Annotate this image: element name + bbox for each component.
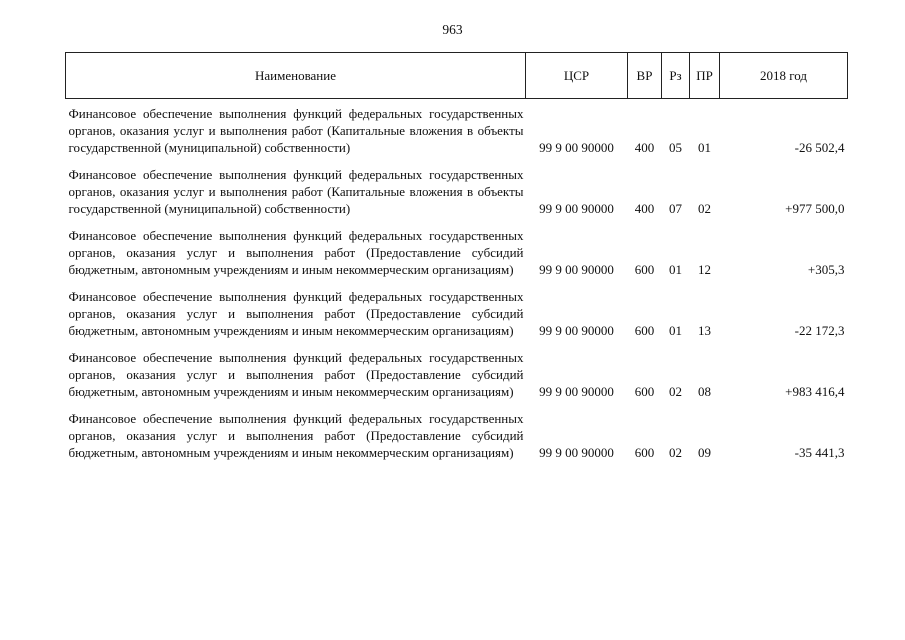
row-csr: 99 9 00 90000 bbox=[539, 384, 614, 399]
row-amount: -22 172,3 bbox=[794, 323, 845, 338]
row-amount: +983 416,4 bbox=[785, 384, 845, 399]
page-number: 963 bbox=[442, 22, 463, 37]
header-rz: Рз bbox=[662, 53, 690, 99]
row-rz: 01 bbox=[669, 323, 682, 338]
row-vr: 600 bbox=[634, 384, 655, 399]
row-rz: 01 bbox=[669, 262, 682, 277]
header-vr: ВР bbox=[628, 53, 662, 99]
row-csr: 99 9 00 90000 bbox=[539, 201, 614, 216]
table-row bbox=[66, 404, 848, 465]
row-rz: 02 bbox=[669, 445, 682, 460]
row-rz: 05 bbox=[669, 140, 682, 155]
row-vr: 600 bbox=[634, 323, 655, 338]
table-row bbox=[66, 282, 848, 343]
row-name: Финансовое обеспечение выполнения функций федеральных государственных органов, оказания услуг и выполнения работ (Предоставление субсидий бюджетным, автономным учреждениям и иным некоммерческим организациям) bbox=[68, 411, 524, 460]
row-rz: 02 bbox=[669, 384, 682, 399]
header-pr: ПР bbox=[690, 53, 720, 99]
row-csr: 99 9 00 90000 bbox=[539, 140, 614, 155]
budget-table bbox=[65, 52, 848, 465]
row-vr: 600 bbox=[634, 445, 655, 460]
table-header bbox=[66, 53, 848, 99]
table-row bbox=[66, 160, 848, 221]
table-row bbox=[66, 99, 848, 161]
row-pr: 13 bbox=[698, 323, 711, 338]
row-amount: -35 441,3 bbox=[794, 445, 845, 460]
row-amount: +977 500,0 bbox=[785, 201, 845, 216]
row-pr: 02 bbox=[698, 201, 711, 216]
table-body bbox=[66, 99, 848, 466]
row-vr: 400 bbox=[634, 201, 655, 216]
table-row bbox=[66, 343, 848, 404]
row-pr: 01 bbox=[698, 140, 711, 155]
row-pr: 12 bbox=[698, 262, 711, 277]
row-name: Финансовое обеспечение выполнения функций федеральных государственных органов, оказания услуг и выполнения работ (Предоставление субсидий бюджетным, автономным учреждениям и иным некоммерческим организациям) bbox=[68, 289, 524, 338]
row-csr: 99 9 00 90000 bbox=[539, 323, 614, 338]
row-name: Финансовое обеспечение выполнения функций федеральных государственных органов, оказания услуг и выполнения работ (Капитальные вложения в объекты государственной (муниципальной) собственности) bbox=[68, 167, 524, 216]
table-row bbox=[66, 221, 848, 282]
row-pr: 08 bbox=[698, 384, 711, 399]
row-pr: 09 bbox=[698, 445, 711, 460]
row-amount: +305,3 bbox=[807, 262, 845, 277]
row-vr: 400 bbox=[634, 140, 655, 155]
row-name: Финансовое обеспечение выполнения функций федеральных государственных органов, оказания услуг и выполнения работ (Капитальные вложения в объекты государственной (муниципальной) собственности) bbox=[68, 106, 524, 155]
row-csr: 99 9 00 90000 bbox=[539, 445, 614, 460]
header-year: 2018 год bbox=[720, 53, 848, 99]
row-name: Финансовое обеспечение выполнения функций федеральных государственных органов, оказания услуг и выполнения работ (Предоставление субсидий бюджетным, автономным учреждениям и иным некоммерческим организациям) bbox=[68, 350, 524, 399]
row-vr: 600 bbox=[634, 262, 655, 277]
header-name: Наименование bbox=[66, 53, 526, 99]
header-csr: ЦСР bbox=[526, 53, 628, 99]
row-csr: 99 9 00 90000 bbox=[539, 262, 614, 277]
row-rz: 07 bbox=[669, 201, 682, 216]
row-name: Финансовое обеспечение выполнения функций федеральных государственных органов, оказания услуг и выполнения работ (Предоставление субсидий бюджетным, автономным учреждениям и иным некоммерческим организациям) bbox=[68, 228, 524, 277]
row-amount: -26 502,4 bbox=[794, 140, 845, 155]
